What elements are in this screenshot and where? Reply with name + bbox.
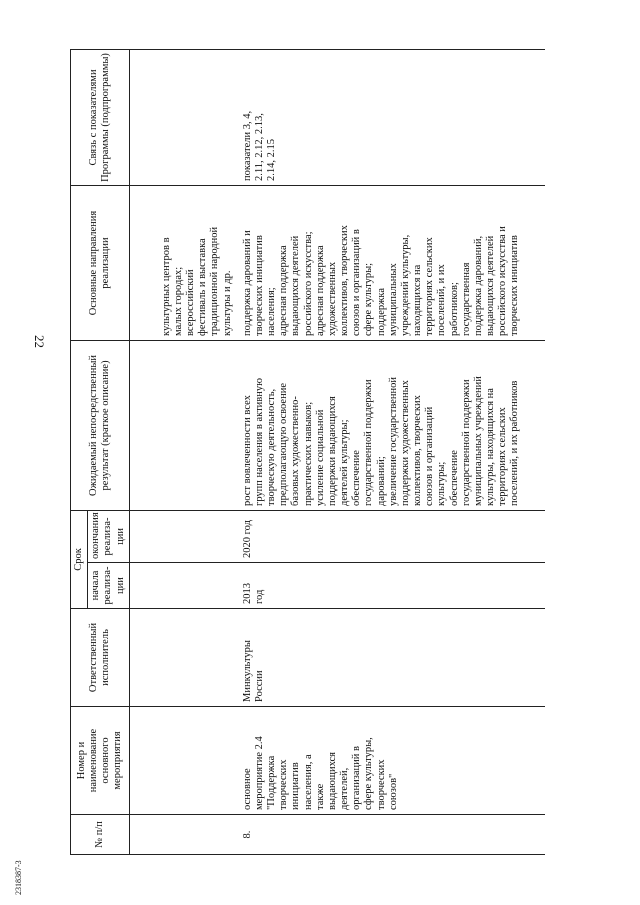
text-line: творческую деятельность,: [266, 388, 278, 506]
text-line: учреждений культуры,: [399, 234, 411, 336]
text-line: территориях сельских: [497, 407, 509, 506]
text-line: союзов и организаций: [424, 406, 436, 506]
text-line: населения, а: [302, 754, 314, 810]
text-line: выдающихся: [326, 751, 338, 810]
header-directions: Основные направления реализации: [71, 185, 130, 340]
text-line: российского искусства и: [497, 226, 509, 336]
text-line: муниципальных: [387, 263, 399, 336]
program-table: [70, 49, 545, 855]
text-line: деятелей культуры;: [339, 419, 351, 506]
header-term: Срок: [71, 510, 88, 608]
text-line: обеспечение: [448, 450, 460, 506]
text-line: дарований;: [375, 456, 387, 506]
end-year-cell: 2020 год: [239, 510, 545, 562]
continuation-directions-cell: [158, 185, 239, 340]
header-name: Номер и наименование основного мероприятия: [71, 707, 130, 815]
text-line: фестиваль и выставка: [197, 238, 209, 336]
text-line: творческих инициатив: [253, 235, 265, 336]
text-line: предполагающую освоение: [278, 383, 290, 506]
page-number: 22: [32, 335, 47, 348]
text-line: коллективов, творческих: [412, 395, 424, 506]
table-row: [239, 49, 545, 854]
header-end: окончания реализа-ции: [88, 510, 130, 562]
text-line: поддержки художественных: [399, 380, 411, 506]
document-code: 2318387-3: [14, 860, 23, 895]
header-executor: Ответственный исполнитель: [71, 609, 130, 707]
text-line: рост вовлеченности всех: [241, 395, 253, 506]
text-line: 2.11, 2.12, 2.13,: [253, 113, 265, 181]
header-link: Связь с показателями Программы (подпрограммы): [71, 49, 130, 185]
text-line: практических навыков;: [302, 401, 314, 506]
text-line: поддержка дарований и: [241, 230, 253, 336]
measure-name-cell: [239, 707, 545, 815]
text-line: культурных центров в: [160, 237, 172, 336]
text-line: также: [314, 783, 326, 810]
text-line: адресная поддержка: [314, 245, 326, 336]
text-line: базовых художественно-: [290, 396, 302, 506]
text-line: 2.14, 2.15: [266, 138, 278, 181]
text-line: населения;: [266, 287, 278, 336]
text-line: выдающихся деятелей: [485, 235, 497, 336]
text-line: государственная: [460, 262, 472, 336]
text-line: поддержка: [375, 287, 387, 336]
text-line: творческих: [375, 759, 387, 810]
text-line: поселений, и их: [436, 264, 448, 336]
text-line: групп населения в активную: [253, 378, 265, 506]
start-year-cell: 2013 год: [239, 563, 545, 609]
text-line: российского искусства;: [302, 231, 314, 336]
text-line: культуры и др.: [221, 270, 233, 336]
text-line: организаций в: [351, 746, 363, 810]
text-line: поддержка дарований,: [472, 235, 484, 336]
header-start: начала реализа-ции: [88, 563, 130, 609]
text-line: России: [253, 670, 265, 702]
text-line: творческих инициатив: [509, 235, 521, 336]
text-line: союзов и организаций в: [351, 229, 363, 336]
text-line: традиционной народной: [209, 226, 221, 336]
indicators-link-cell: [239, 49, 545, 185]
text-line: находящихся на: [412, 264, 424, 336]
text-line: территориях сельских: [424, 237, 436, 336]
text-line: творческих: [278, 759, 290, 810]
text-line: инициатив: [290, 762, 302, 810]
header-result: Ожидаемый непосредственный результат (краткое описание): [71, 340, 130, 510]
text-line: культуры;: [436, 461, 448, 506]
directions-cell: [239, 185, 545, 340]
text-line: государственной поддержки: [460, 379, 472, 506]
text-line: союзов": [387, 773, 399, 810]
text-line: мероприятие 2.4: [253, 736, 265, 810]
text-line: работников;: [448, 282, 460, 336]
text-line: сфере культуры,: [363, 737, 375, 810]
text-line: адресная поддержка: [278, 245, 290, 336]
text-line: показатели 3, 4,: [241, 110, 253, 181]
text-line: культуры, находящихся на: [485, 388, 497, 506]
text-line: коллективов, творческих: [339, 225, 351, 336]
text-line: обеспечение: [351, 450, 363, 506]
text-line: основное: [241, 768, 253, 810]
text-line: государственной поддержки: [363, 379, 375, 506]
text-line: деятелей,: [339, 767, 351, 810]
header-num: № п/п: [71, 815, 130, 855]
expected-result-cell: [239, 340, 545, 510]
text-line: сфере культуры;: [363, 262, 375, 336]
text-line: всероссийский: [185, 269, 197, 336]
row-number: 8.: [239, 815, 545, 855]
text-line: Минкультуры: [241, 640, 253, 702]
text-line: "Поддержка: [266, 755, 278, 810]
text-line: малых городах;: [172, 266, 184, 336]
executor-cell: [239, 609, 545, 707]
text-line: муниципальных учреждений: [472, 376, 484, 506]
continuation-row: [158, 49, 239, 854]
text-line: увеличение государственной: [387, 377, 399, 506]
text-line: поддержки выдающихся: [326, 396, 338, 506]
text-line: художественных: [326, 261, 338, 336]
text-line: выдающихся деятелей: [290, 235, 302, 336]
text-line: поселений, и их работников: [509, 380, 521, 506]
text-line: усиление социальной: [314, 409, 326, 506]
rotated-table-container: [70, 50, 580, 855]
